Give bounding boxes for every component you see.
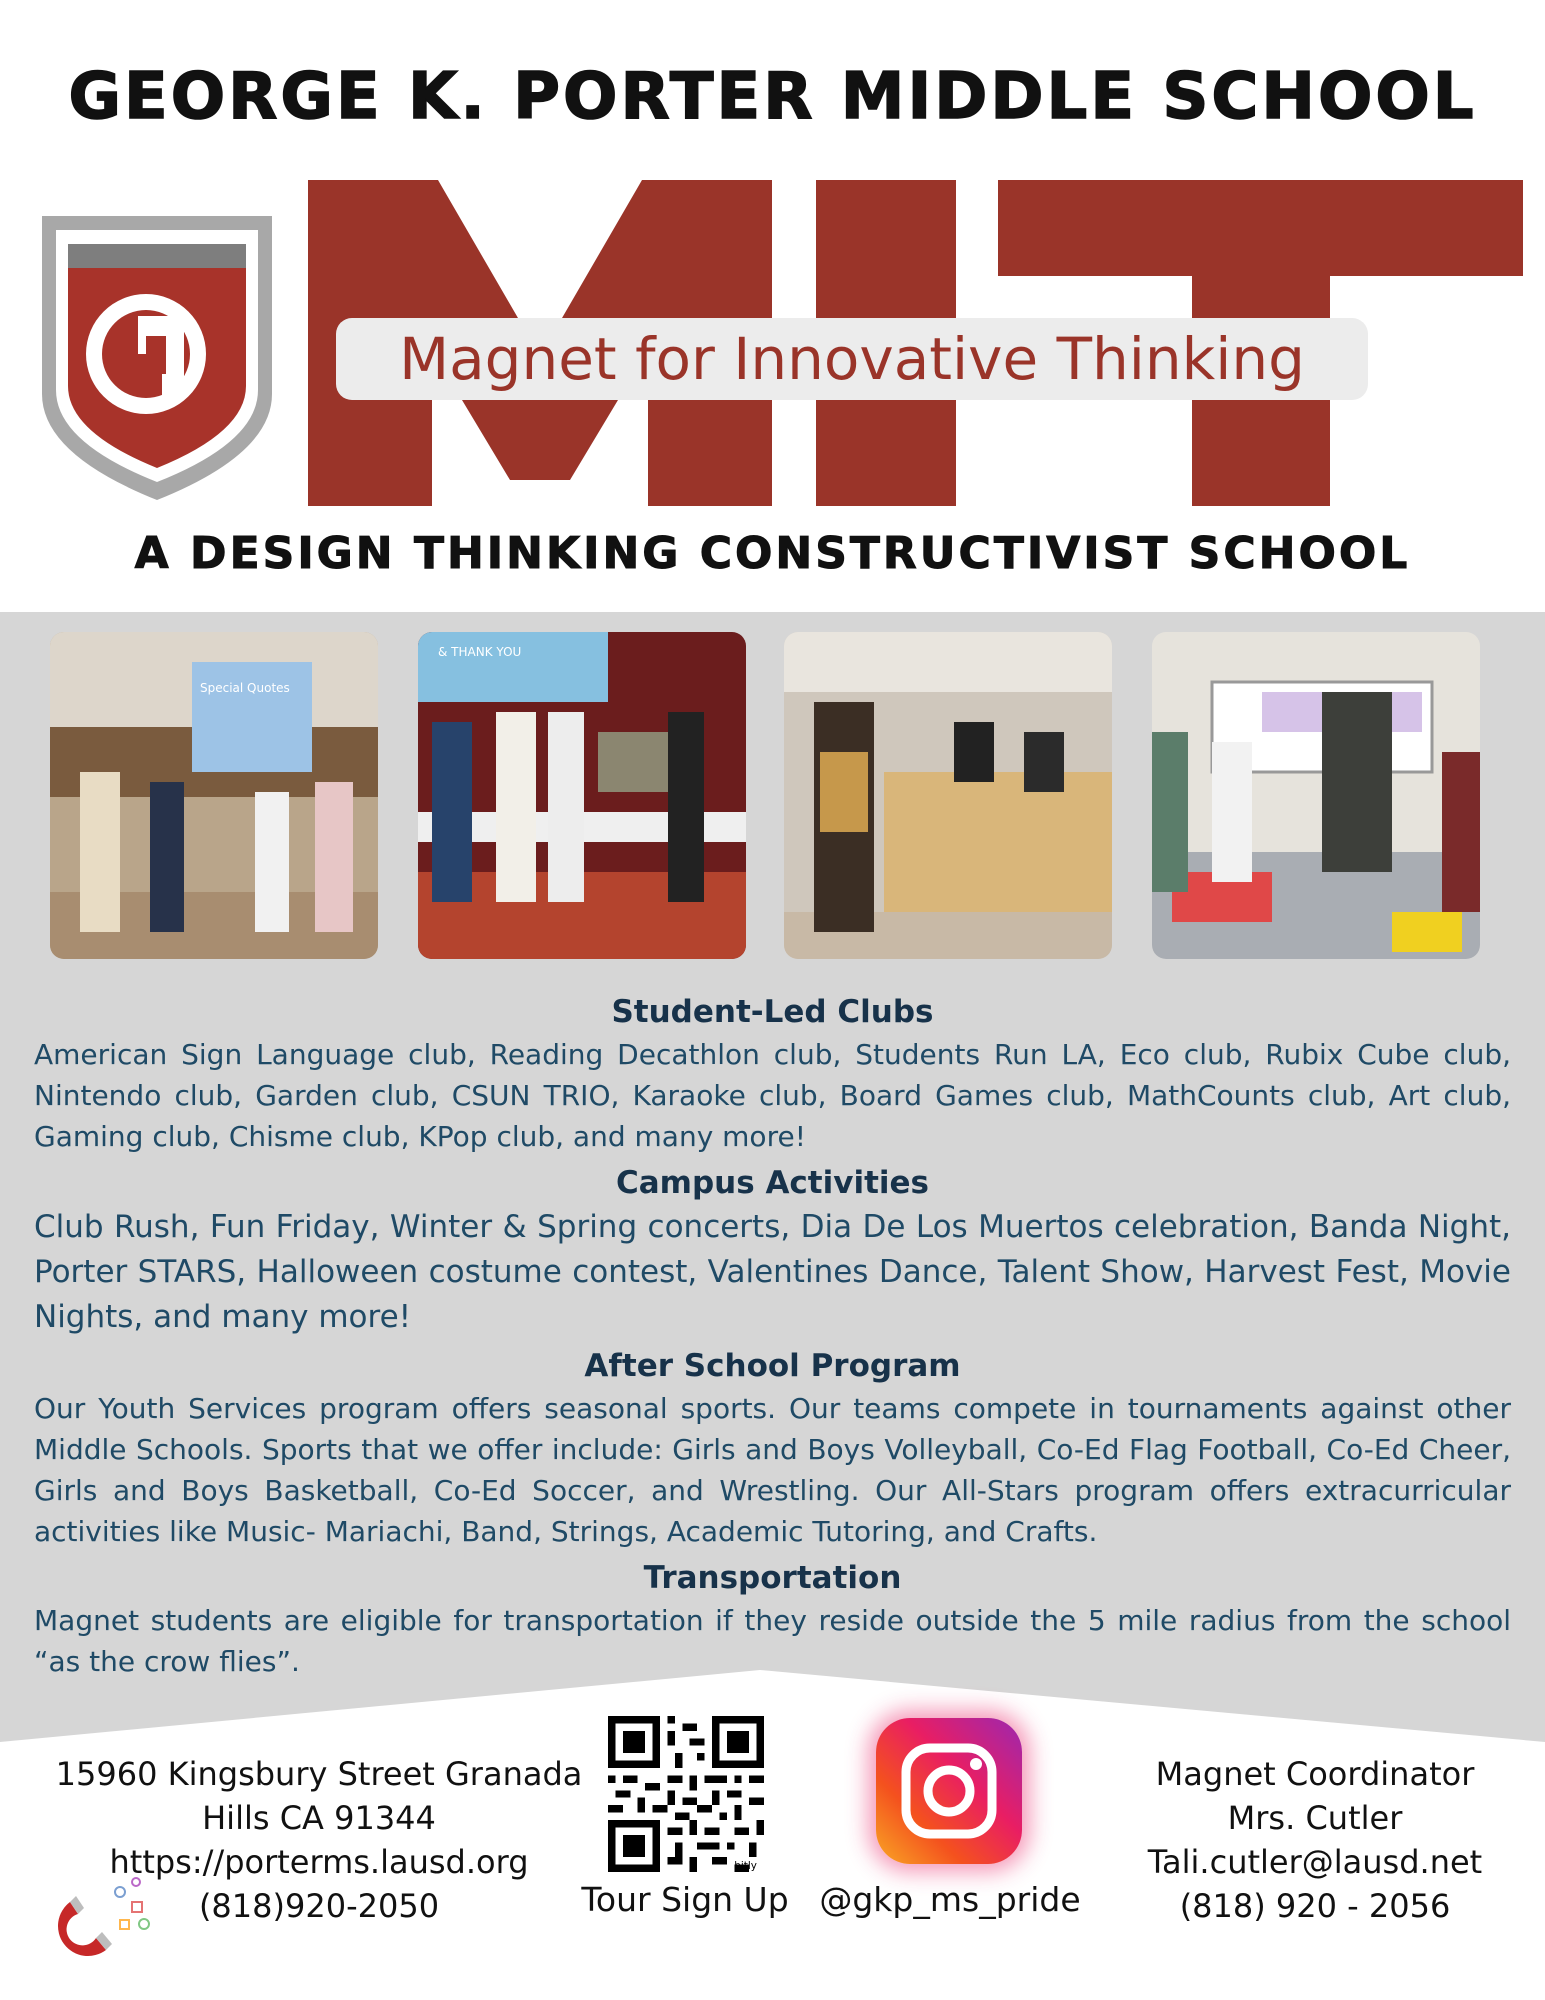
heading-after-school-program: After School Program <box>584 1348 961 1384</box>
qr-brand-label: bitly <box>734 1860 757 1872</box>
photo-classroom-activity <box>1152 632 1480 959</box>
magnet-icon <box>40 1872 160 1968</box>
address-line-2: Hills CA 91344 <box>202 1799 436 1837</box>
school-title: GEORGE K. PORTER MIDDLE SCHOOL <box>68 60 1477 134</box>
photo-1-screen-text: Special Quotes <box>200 681 290 695</box>
body-after-school-program: Our Youth Services program offers seasonal sports. Our teams compete in tournaments against other Middle Schools. Sports that we offer include: Girls and Boys Volleyball, Co-Ed Flag Football, Co-Ed Cheer, Girls and Boys Basketball, Co-Ed Soccer, and Wrestling. Our All-Stars program offers extracurricular activities like Music- Mariachi, Band, Strings, Academic Tutoring, and Crafts. <box>34 1392 1511 1548</box>
coordinator-name: Mrs. Cutler <box>1227 1799 1403 1837</box>
heading-transportation: Transportation <box>643 1560 902 1596</box>
coordinator-contact <box>1110 1752 1520 1928</box>
body-student-led-clubs: American Sign Language club, Reading Decathlon club, Students Run LA, Eco club, Rubix Cube club, Nintendo club, Garden club, CSUN TRIO, Karaoke club, Board Games club, MathCounts club, Art club, Gaming club, Chisme club, KPop club, and many more! <box>34 1038 1511 1153</box>
website-link[interactable]: https://porterms.lausd.org <box>109 1843 529 1881</box>
photo-stage-presentation <box>418 632 746 959</box>
tour-sign-up-label: Tour Sign Up <box>581 1880 789 1919</box>
school-tagline: A DESIGN THINKING CONSTRUCTIVIST SCHOOL <box>134 528 1411 579</box>
body-campus-activities: Club Rush, Fun Friday, Winter & Spring concerts, Dia De Los Muertos celebration, Banda Night, Porter STARS, Halloween costume contest, Valentines Dance, Talent Show, Harvest Fest, Movie Nights, and many more! <box>34 1209 1511 1335</box>
coordinator-email[interactable]: Tali.cutler@lausd.net <box>1147 1843 1483 1881</box>
magnet-name-banner: Magnet for Innovative Thinking <box>336 318 1368 400</box>
qr-code-icon[interactable] <box>608 1716 764 1872</box>
photo-2-screen-text: & THANK YOU <box>438 645 522 659</box>
content-sections <box>34 990 1511 1686</box>
coordinator-phone: (818) 920 - 2056 <box>1179 1887 1451 1925</box>
photo-library-presentation <box>50 632 378 959</box>
body-transportation: Magnet students are eligible for transportation if they reside outside the 5 mile radius from the school “as the crow flies”. <box>34 1604 1511 1678</box>
instagram-handle[interactable]: @gkp_ms_pride <box>819 1880 1081 1919</box>
coordinator-title: Magnet Coordinator <box>1155 1755 1475 1793</box>
photo-classroom-lab <box>784 632 1112 959</box>
heading-student-led-clubs: Student-Led Clubs <box>611 994 934 1030</box>
spartan-shield-logo <box>34 204 280 504</box>
instagram-icon[interactable] <box>876 1718 1022 1864</box>
heading-campus-activities: Campus Activities <box>615 1165 930 1201</box>
address-line-1: 15960 Kingsbury Street Granada <box>55 1755 583 1793</box>
school-phone: (818)920-2050 <box>198 1887 440 1925</box>
